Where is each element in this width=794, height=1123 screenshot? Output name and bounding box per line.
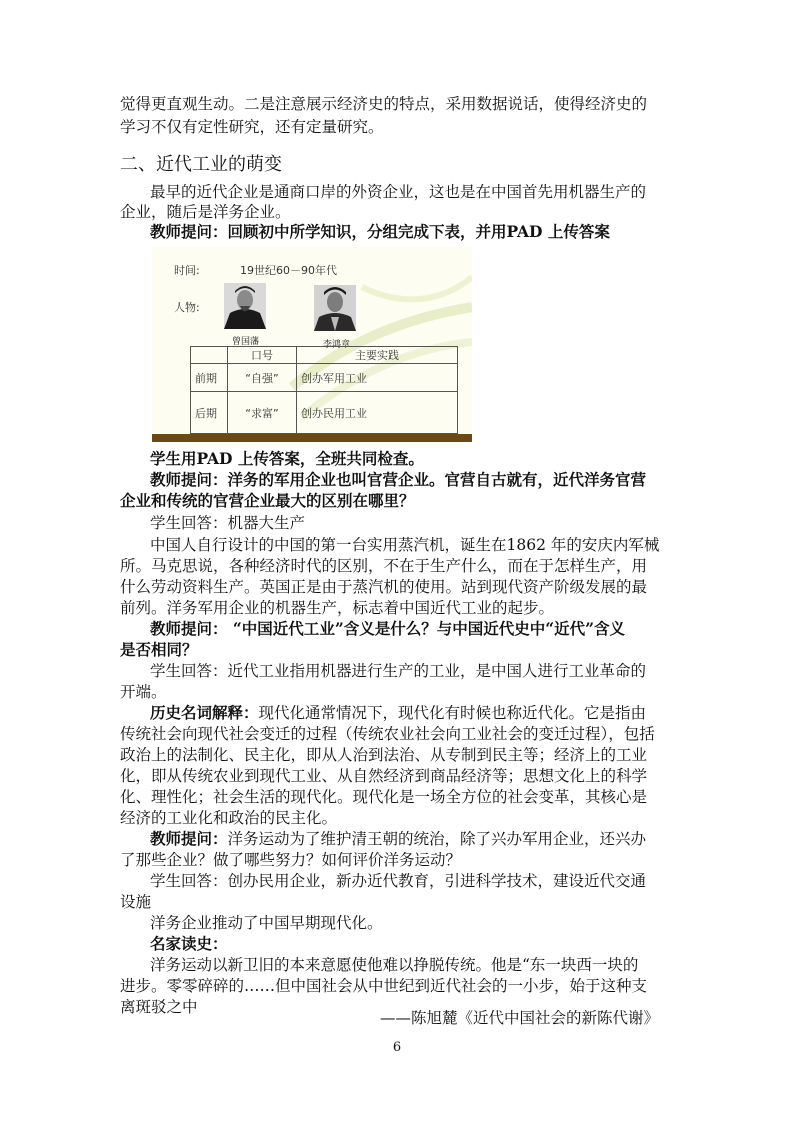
table-row [191, 364, 458, 392]
paragraph-line: 传统社会向现代社会变迁的过程（传统农业社会向工业社会的变迁过程），包括 [120, 725, 655, 743]
teacher-question: 是否相同？ [120, 640, 198, 659]
people-label: 人物: [174, 301, 200, 314]
page-number: 6 [392, 1040, 402, 1055]
paragraph-line: 前列。洋务军用企业的机器生产，标志着中国近代工业的起步。 [120, 599, 555, 617]
portrait-li-hongzhang [314, 285, 356, 331]
section-heading: 二、近代工业的萌变 [120, 154, 282, 175]
caption-li-hongzhang: 李鸿章 [323, 340, 351, 350]
term-text: 现代化通常情况下，现代化有时候也称近代化。它是指由 [258, 704, 647, 722]
paragraph-line: 化，即从传统农业到现代工业、从自然经济到商品经济等；思想文化上的科学 [120, 767, 648, 785]
caption-zeng-guofan: 曾国藩 [232, 337, 260, 347]
table-header-row [191, 347, 458, 364]
student-answer: 学生回答：近代工业指用机器进行生产的工业，是中国人进行工业革命的 [150, 662, 647, 680]
summary-table [190, 346, 458, 434]
paragraph-line: 了那些企业？做了哪些努力？如何评价洋务运动？ [120, 851, 462, 869]
paragraph-line: 中国人自行设计的中国的第一台实用蒸汽机，诞生在1862 年的安庆内军械 [150, 536, 660, 554]
portrait-zeng-guofan [224, 283, 266, 329]
table-cell: 前期 [191, 364, 228, 392]
quote-line: 离斑驳之中 [120, 998, 198, 1016]
teacher-question: 企业和传统的官营企业最大的区别在哪里？ [120, 491, 415, 510]
conclusion: 洋务企业推动了中国早期现代化。 [150, 914, 383, 932]
student-note: 学生用PAD 上传答案，全班共同检查。 [150, 449, 424, 468]
quote-line: 洋务运动以新卫旧的本来意愿使他难以挣脱传统。他是“东一块西一块的 [150, 956, 639, 974]
table-header-cell: 主要实践 [297, 347, 458, 364]
table-cell: 创办民用工业 [297, 392, 458, 434]
paragraph-line: 所。马克思说，各种经济时代的区别，不在于生产什么，而在于怎样生产，用 [120, 557, 648, 575]
paragraph-line: 经济的工业化和政治的民主化。 [120, 809, 338, 827]
teacher-question: 教师提问： “中国近代工业”含义是什么？与中国近代史中“近代”含义 [150, 619, 626, 638]
student-answer: 开端。 [120, 683, 167, 701]
teacher-question: 教师提问：洋务的军用企业也叫官营企业。官营自古就有，近代洋务官营 [150, 470, 647, 489]
teacher-question: 教师提问：回顾初中所学知识，分组完成下表，并用PAD 上传答案 [150, 222, 610, 241]
term-explanation [150, 703, 680, 723]
paragraph-line: 化、理性化；社会生活的现代化。现代化是一场全方位的社会变革，其核心是 [120, 788, 648, 806]
time-value: 19世纪60－90年代 [240, 264, 337, 277]
paragraph-line: 政治上的法制化、民主化，即从人治到法治、从专制到民主等；经济上的工业 [120, 746, 648, 764]
student-answer: 学生回答：机器大生产 [150, 514, 306, 532]
paragraph-line: 企业，随后是洋务企业。 [120, 203, 291, 221]
time-label: 时间: [174, 264, 200, 277]
table-header-cell [191, 347, 228, 364]
quote-source: ——陈旭麓《近代中国社会的新陈代谢》 [380, 1009, 660, 1027]
term-label: 历史名词解释： [150, 703, 259, 722]
question-label: 教师提问： [150, 829, 228, 848]
table-cell: “自强” [228, 364, 297, 392]
teacher-question [150, 829, 680, 849]
table-row [191, 392, 458, 434]
paragraph-line: 觉得更直观生动。二是注意展示经济史的特点，采用数据说话，使得经济史的 [120, 95, 648, 113]
reading-label: 名家读史： [150, 934, 228, 953]
table-cell: 创办军用工业 [297, 364, 458, 392]
quote-line: 进步。零零碎碎的……但中国社会从中世纪到近代社会的一小步，始于这种支 [120, 977, 648, 995]
table-cell: “求富” [228, 392, 297, 434]
westernization-figure [152, 247, 472, 442]
paragraph-line: 最早的近代企业是通商口岸的外资企业，这也是在中国首先用机器生产的 [150, 183, 647, 201]
paragraph-line: 学习不仅有定性研究，还有定量研究。 [120, 118, 384, 136]
paragraph-line: 什么劳动资料生产。英国正是由于蒸汽机的使用。站到现代资产阶级发展的最 [120, 578, 648, 596]
student-answer: 学生回答：创办民用企业，新办近代教育，引进科学技术，建设近代交通 [150, 872, 647, 890]
figure-bottom-bar [152, 434, 472, 442]
table-header-cell: 口号 [228, 347, 297, 364]
table-cell: 后期 [191, 392, 228, 434]
student-answer: 设施 [120, 893, 152, 911]
question-text: 洋务运动为了维护清王朝的统治，除了兴办军用企业，还兴办 [227, 830, 647, 848]
